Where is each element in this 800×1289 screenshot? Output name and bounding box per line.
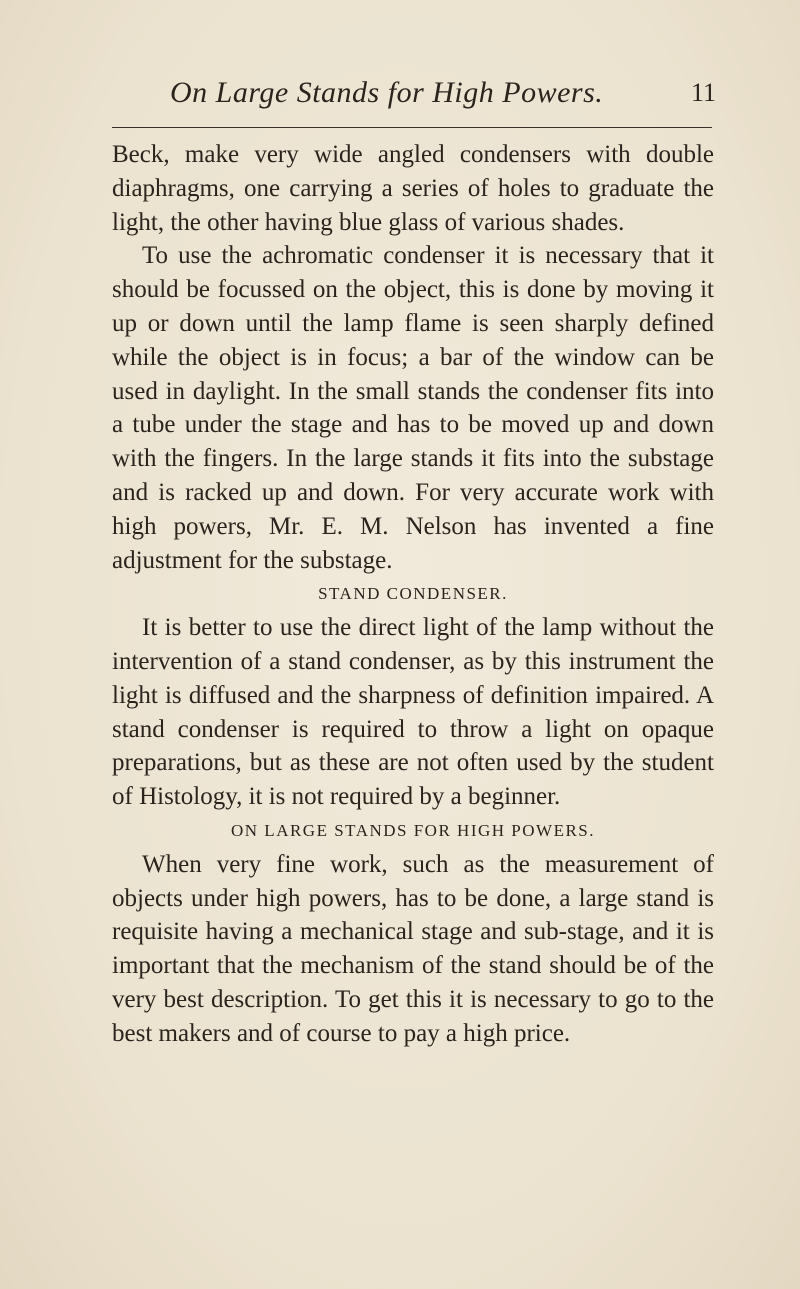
paragraph-large-stands: When very fine work, such as the measurement of objects under high powers, has to be done, a large stand is requisite having a mechanical stage and sub-stage, and it is important that the mechanism of the stand should be of the very best description. To get this it is necessary to go to the best makers and of course to pay a high price.: [112, 850, 714, 1047]
page-header: [110, 76, 716, 116]
body-text: [112, 138, 714, 1051]
paragraph-stand-condenser: It is better to use the direct light of the lamp without the intervention of a stand condenser, as by this instrument the light is diffused and the sharpness of definition impaired. A stand condenser is required to throw a light on opaque preparations, but as these are not often used by the student of Histology, it is not required by a beginner.: [112, 614, 714, 811]
paragraph-achromatic-condenser: To use the achromatic condenser it is necessary that it should be focussed on the object, this is done by moving it up or down until the lamp flame is seen sharply defined while the object is in focus; a bar of the window can be used in daylight. In the small stands the condenser fits into a tube under the stage and has to be moved up and down with the fingers. In the large stands it fits into the substage and is racked up and down. For very accurate work with high powers, Mr. E. M. Nelson has invented a fine adjustment for the substage.: [112, 242, 714, 574]
section-heading-large-stands: ON LARGE STANDS FOR HIGH POWERS.: [231, 820, 595, 840]
section-heading-stand-condenser: STAND CONDENSER.: [318, 584, 508, 604]
page-number: 11: [690, 78, 716, 107]
running-title: On Large Stands for High Powers.: [170, 76, 604, 109]
header-rule: [112, 127, 712, 128]
paragraph-continued: Beck, make very wide angled condensers with double diaphragms, one carrying a series of holes to graduate the light, the other having blue glass of various shades.: [112, 141, 714, 236]
